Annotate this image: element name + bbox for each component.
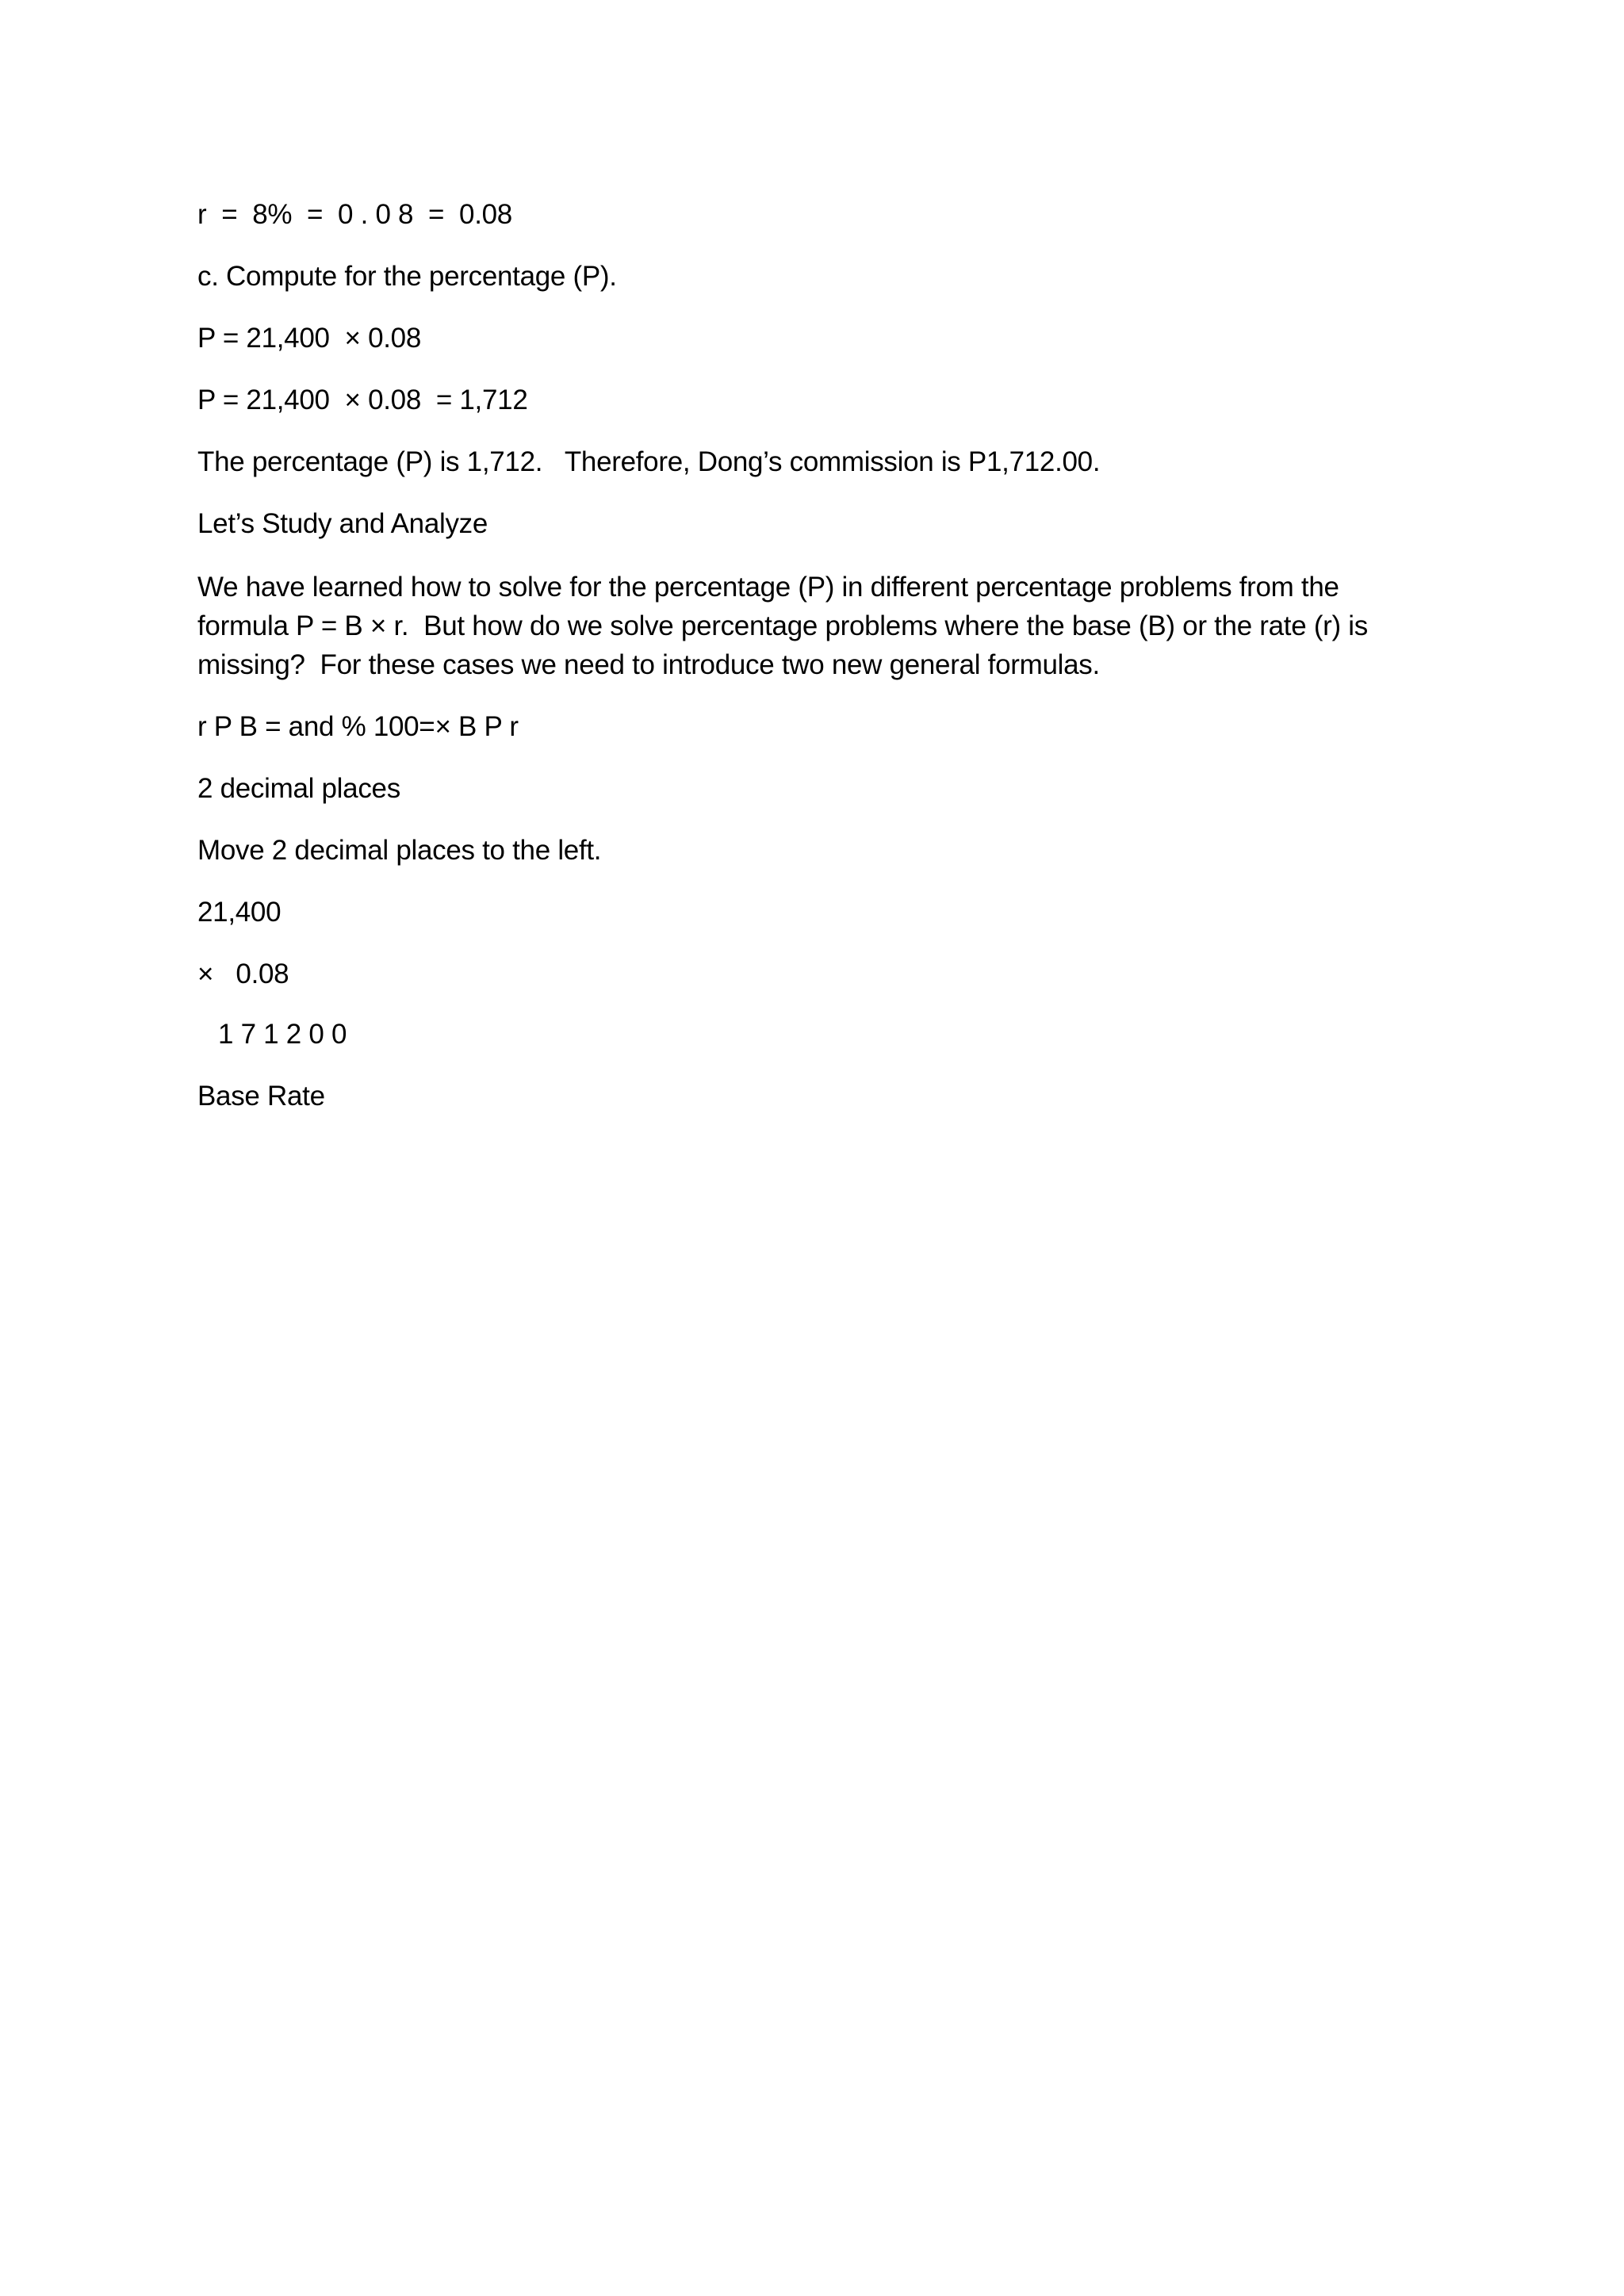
multiplicand: 21,400 [197, 897, 282, 928]
move-decimal-label: Move 2 decimal places to the left. [197, 835, 602, 866]
multiplier: × 0.08 [197, 959, 289, 989]
percentage-result-line: P = 21,400 × 0.08 = 1,712 [197, 385, 528, 415]
decimal-places-label: 2 decimal places [197, 773, 400, 804]
product: 1 7 1 2 0 0 [218, 1019, 347, 1050]
intro-paragraph [197, 568, 1403, 684]
step-c-line: c. Compute for the percentage (P). [197, 261, 617, 292]
paragraph-line: missing? For these cases we need to introduce two new general formulas. [197, 649, 1100, 680]
section-heading: Let’s Study and Analyze [197, 508, 488, 539]
rate-conversion-line: r = 8% = 0 . 0 8 = 0.08 [197, 199, 512, 230]
general-formulas-line: r P B = and % 100=× B P r [197, 711, 519, 742]
paragraph-line: formula P = B × r. But how do we solve percentage problems where the base (B) or the rate (r) is [197, 610, 1368, 641]
base-rate-label: Base Rate [197, 1081, 325, 1112]
paragraph-line: We have learned how to solve for the percentage (P) in different percentage problems from the [197, 572, 1339, 603]
conclusion-line: The percentage (P) is 1,712. Therefore, Dong’s commission is P1,712.00. [197, 446, 1101, 477]
percentage-formula-line: P = 21,400 × 0.08 [197, 323, 421, 354]
